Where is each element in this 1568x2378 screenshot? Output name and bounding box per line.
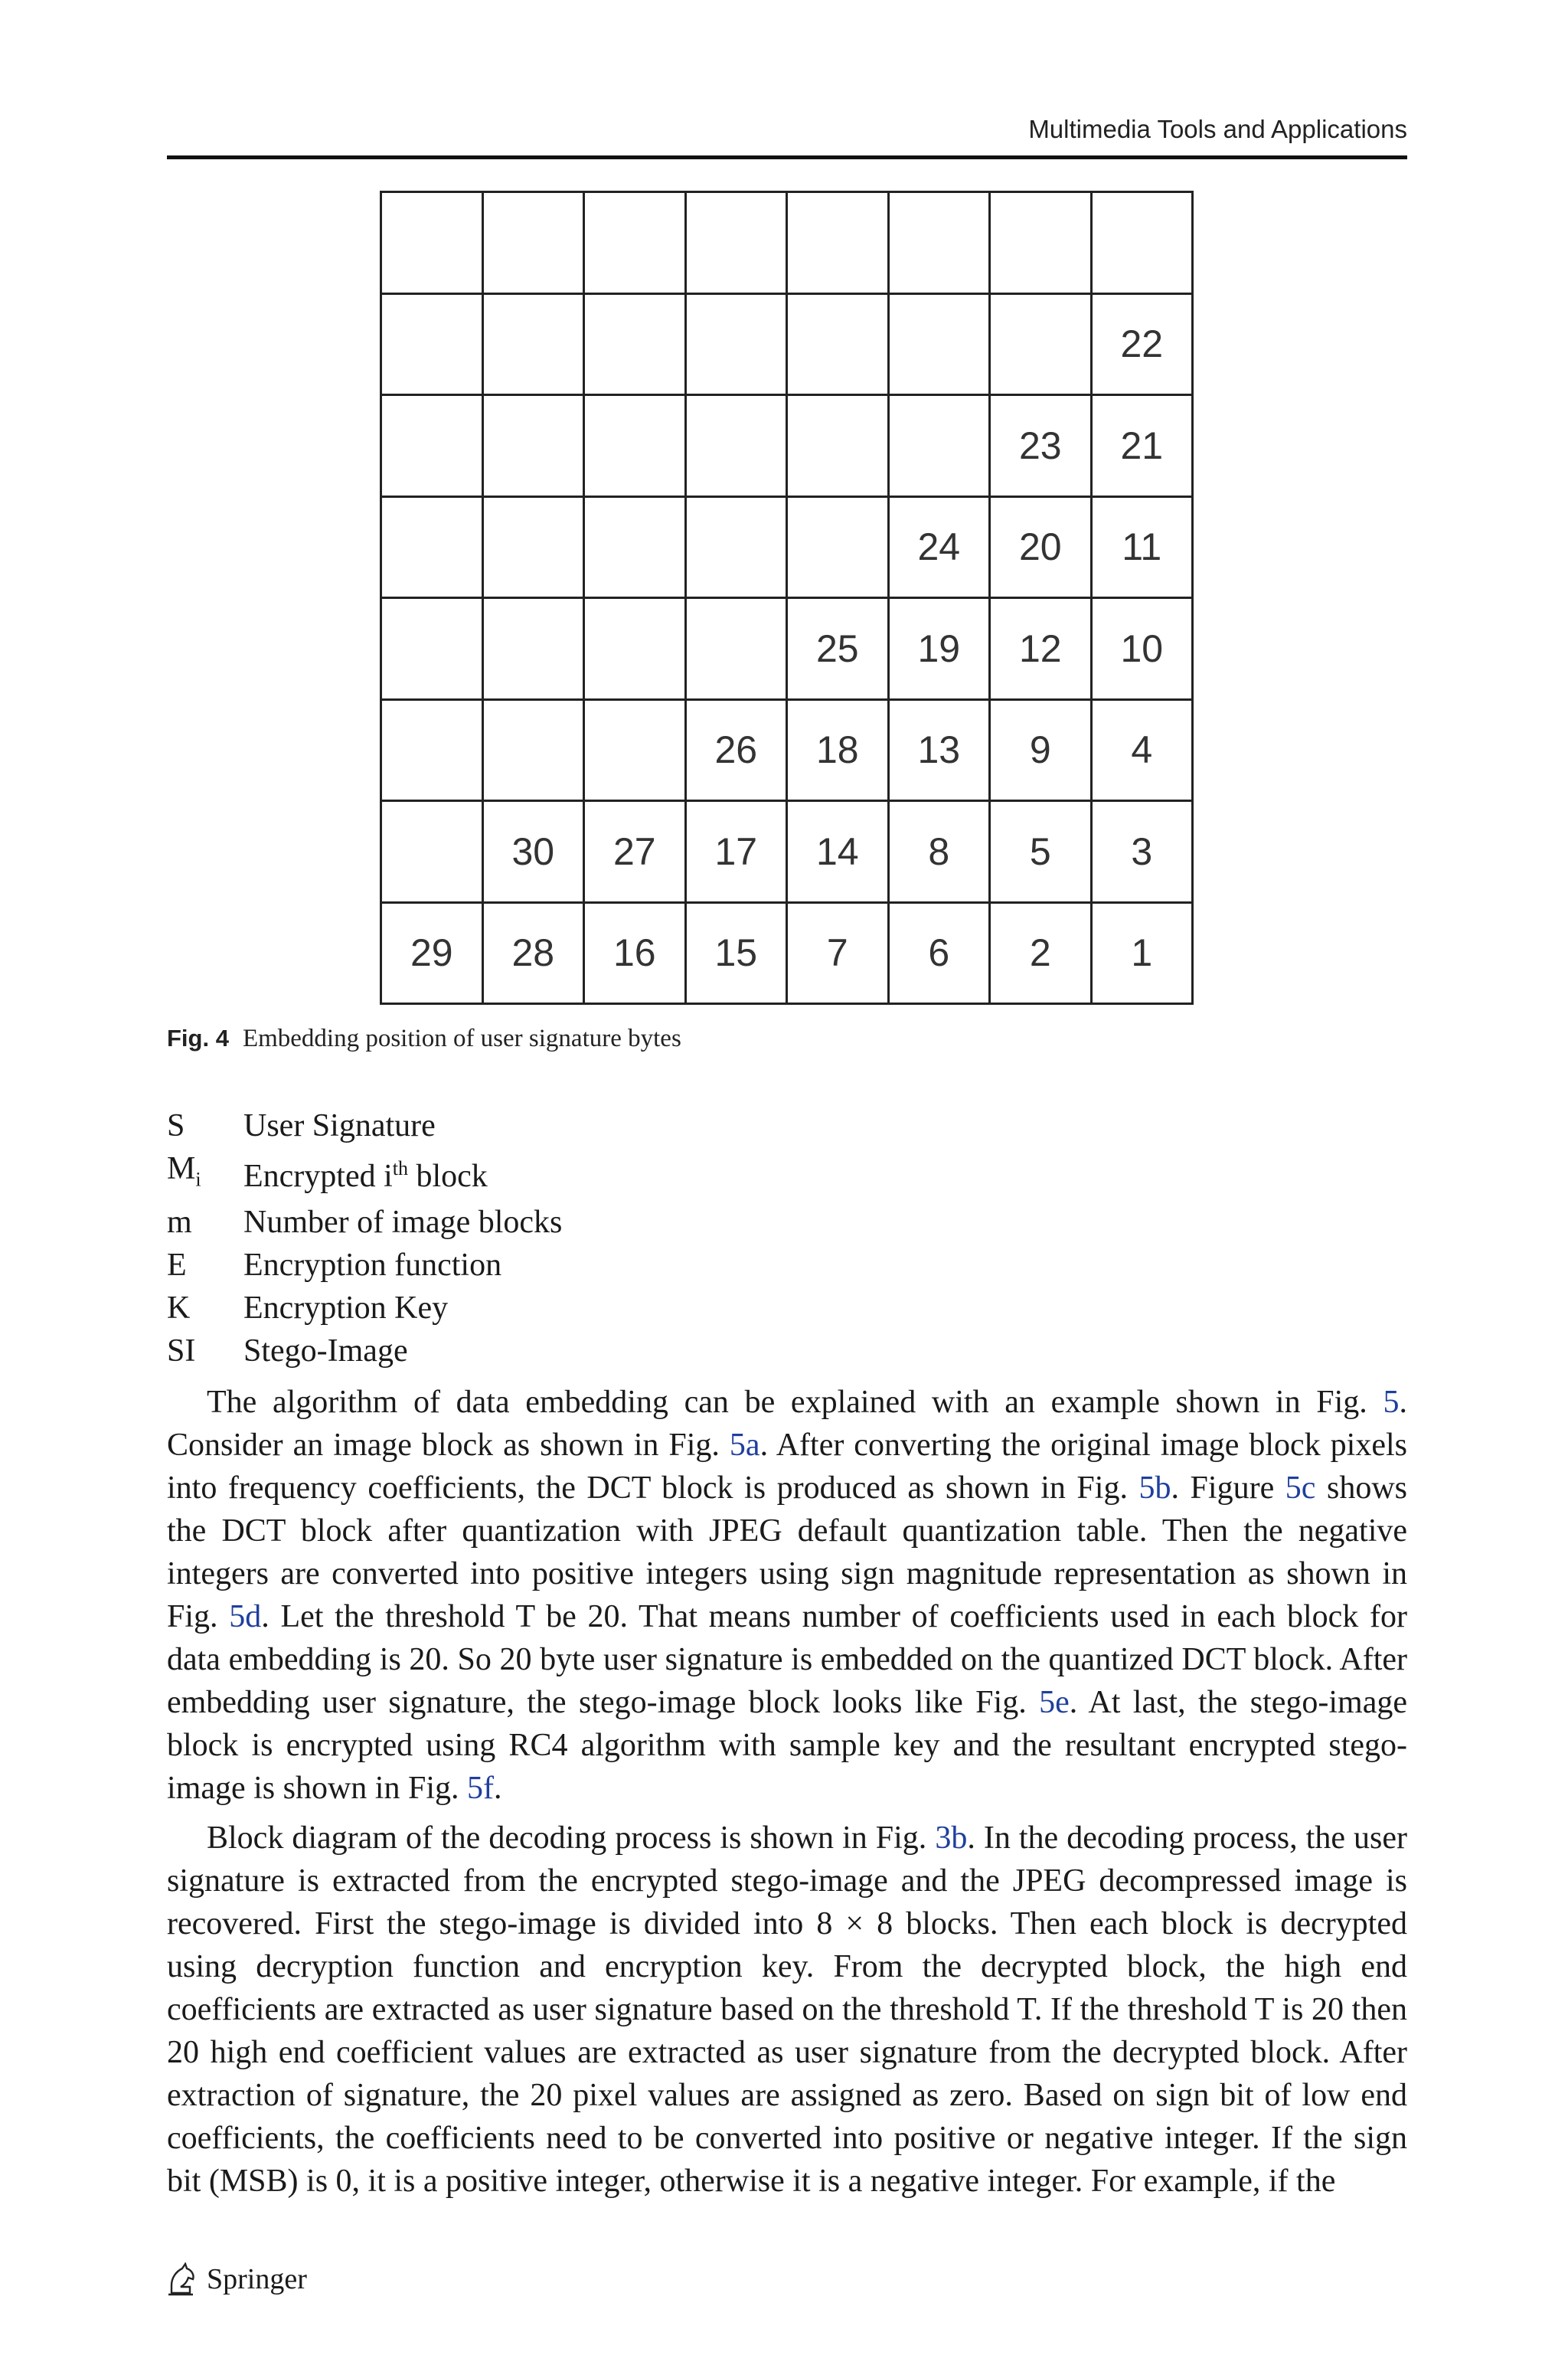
symbol: SI: [167, 1333, 196, 1369]
grid-cell: 10: [1093, 599, 1194, 701]
grid-cell: 29: [382, 904, 484, 1006]
grid-cell: 16: [585, 904, 687, 1006]
symbol-row: [167, 1201, 562, 1244]
grid-cell: [382, 701, 484, 803]
grid-cell: 22: [1093, 295, 1194, 397]
grid-cell: [585, 396, 687, 498]
paragraph-text: shows the DCT block after quantization with JPEG default quantization table. Then the negative integers are converted into positive integers using sign magnitude representation as shown in Fig.: [167, 1470, 1407, 1634]
grid-cell: [788, 295, 890, 397]
paragraph-text: . After converting the original image block pixels into frequency coefficients, the DCT block is produced as shown in Fig.: [167, 1428, 1408, 1506]
grid-cell: [788, 396, 890, 498]
grid-cell: 25: [788, 599, 890, 701]
grid-cell: 24: [890, 498, 991, 600]
paragraph-text: . Figure: [1171, 1470, 1285, 1506]
grid-cell: [890, 295, 991, 397]
figure-reference-link[interactable]: 5: [1383, 1385, 1400, 1420]
grid-cell: 1: [1093, 904, 1194, 1006]
grid-cell: [382, 396, 484, 498]
symbol-row: [167, 1287, 562, 1330]
grid-cell: 30: [484, 802, 586, 904]
paragraph: [167, 1817, 1407, 2203]
grid-cell: 20: [991, 498, 1093, 600]
grid-cell: [788, 498, 890, 600]
grid-cell: [484, 599, 586, 701]
grid-cell: [687, 498, 789, 600]
symbol: $M_i$: [167, 1151, 201, 1191]
grid-cell: [991, 193, 1093, 295]
grid-cell: 15: [687, 904, 789, 1006]
symbol-description: Encryption function: [243, 1248, 502, 1284]
symbol-description: Number of image blocks: [243, 1205, 563, 1241]
running-head: Multimedia Tools and Applications: [1028, 115, 1407, 143]
grid-cell: [585, 193, 687, 295]
publisher-name: Springer: [207, 2263, 307, 2295]
grid-cell: 28: [484, 904, 586, 1006]
grid-cell: [687, 396, 789, 498]
symbol: S: [167, 1108, 185, 1143]
grid-cell: 27: [585, 802, 687, 904]
grid-cell: 4: [1093, 701, 1194, 803]
grid-cell: [585, 701, 687, 803]
grid-cell: [382, 599, 484, 701]
paragraph-text: . In the decoding process, the user signature is extracted from the encrypted stego-image and the JPEG decompressed image is recovered. First the stego-image is divided into 8 × 8 blocks. Then each block is decrypted using decryption function and encryption key. From the decrypted block, the high end coefficients are extracted as user signature based on the threshold T. If the threshold T is 20 then 20 high end coefficient values are extracted as user signature from the decrypted block. After extraction of signature, the 20 pixel values are assigned as zero. Based on sign bit of low end coefficients, the coefficients need to be converted into positive or negative integer. If the sign bit (MSB) is 0, it is a positive integer, otherwise it is a negative integer. For example, if the: [167, 1820, 1407, 2199]
grid-cell: [382, 295, 484, 397]
grid-cell: [585, 295, 687, 397]
symbol-description: Encryption Key: [243, 1290, 449, 1326]
grid-cell: 21: [1093, 396, 1194, 498]
grid-cell: 26: [687, 701, 789, 803]
embedding-position-grid: [380, 191, 1194, 1005]
grid-cell: [687, 193, 789, 295]
symbol-description: Stego-Image: [243, 1333, 408, 1369]
grid-cell: [382, 193, 484, 295]
symbol-description: Encrypted $i^{th}$ block: [243, 1157, 488, 1194]
grid-cell: 14: [788, 802, 890, 904]
grid-cell: 3: [1093, 802, 1194, 904]
grid-cell: 23: [991, 396, 1093, 498]
figure-caption: [167, 1025, 681, 1053]
grid-cell: [687, 599, 789, 701]
symbol: m: [167, 1205, 192, 1241]
symbol-list: [167, 1104, 562, 1372]
figure-reference-link[interactable]: 5e: [1039, 1685, 1070, 1720]
grid-cell: 11: [1093, 498, 1194, 600]
paragraph-text: . Let the threshold T be 20. That means number of coefficients used in each block for data embedding is 20. So 20 byte user signature is embedded on the quantized DCT block. After embedding user signature, the stego-image block looks like Fig.: [167, 1599, 1408, 1720]
paragraph-text: The algorithm of data embedding can be explained with an example shown in Fig.: [207, 1385, 1383, 1420]
paragraph: [167, 1381, 1407, 1810]
grid-cell: [890, 396, 991, 498]
figure-reference-link[interactable]: 5a: [729, 1428, 760, 1463]
symbol-row: [167, 1244, 562, 1287]
grid-cell: 5: [991, 802, 1093, 904]
grid-cell: [484, 701, 586, 803]
grid-cell: 19: [890, 599, 991, 701]
grid-cell: [484, 396, 586, 498]
figure-reference-link[interactable]: 5d: [229, 1599, 262, 1634]
grid-cell: [788, 193, 890, 295]
symbol-description: User Signature: [243, 1108, 436, 1143]
figure-reference-link[interactable]: 5c: [1285, 1470, 1316, 1506]
symbol: E: [167, 1248, 187, 1284]
page-footer: [167, 2262, 307, 2296]
figure-reference-link[interactable]: 5b: [1138, 1470, 1171, 1506]
grid-cell: [484, 295, 586, 397]
grid-cell: [687, 295, 789, 397]
grid-cell: [890, 193, 991, 295]
symbol-row: [167, 1330, 562, 1372]
grid-cell: [382, 802, 484, 904]
grid-cell: 2: [991, 904, 1093, 1006]
paragraph-text: . At last, the stego-image block is encrypted using RC4 algorithm with sample key and the resultant encrypted stego-image is shown in Fig.: [167, 1685, 1407, 1806]
grid-cell: [484, 193, 586, 295]
figure-caption-text: Embedding position of user signature bytes: [242, 1025, 681, 1052]
grid-cell: 6: [890, 904, 991, 1006]
paragraph-text: .: [494, 1771, 502, 1806]
symbol-row: [167, 1104, 562, 1147]
grid-cell: 7: [788, 904, 890, 1006]
grid-cell: [382, 498, 484, 600]
figure-label: Fig. 4: [167, 1025, 229, 1052]
springer-horse-icon: [167, 2262, 198, 2296]
header-rule: [167, 155, 1407, 159]
symbol: K: [167, 1290, 191, 1326]
grid-cell: 9: [991, 701, 1093, 803]
grid-cell: [1093, 193, 1194, 295]
grid-cell: [585, 498, 687, 600]
grid-cell: [991, 295, 1093, 397]
grid-cell: 13: [890, 701, 991, 803]
grid-cell: 12: [991, 599, 1093, 701]
symbol-row: [167, 1147, 562, 1201]
grid-cell: [585, 599, 687, 701]
grid-cell: 18: [788, 701, 890, 803]
grid-cell: 17: [687, 802, 789, 904]
figure-reference-link[interactable]: 3b: [935, 1820, 968, 1856]
body-text: [167, 1381, 1407, 2210]
figure-reference-link[interactable]: 5f: [467, 1771, 495, 1806]
paragraph-text: . Consider an image block as shown in Fig.: [167, 1385, 1407, 1463]
paragraph-text: Block diagram of the decoding process is shown in Fig.: [207, 1820, 936, 1856]
grid-cell: 8: [890, 802, 991, 904]
grid-cell: [484, 498, 586, 600]
